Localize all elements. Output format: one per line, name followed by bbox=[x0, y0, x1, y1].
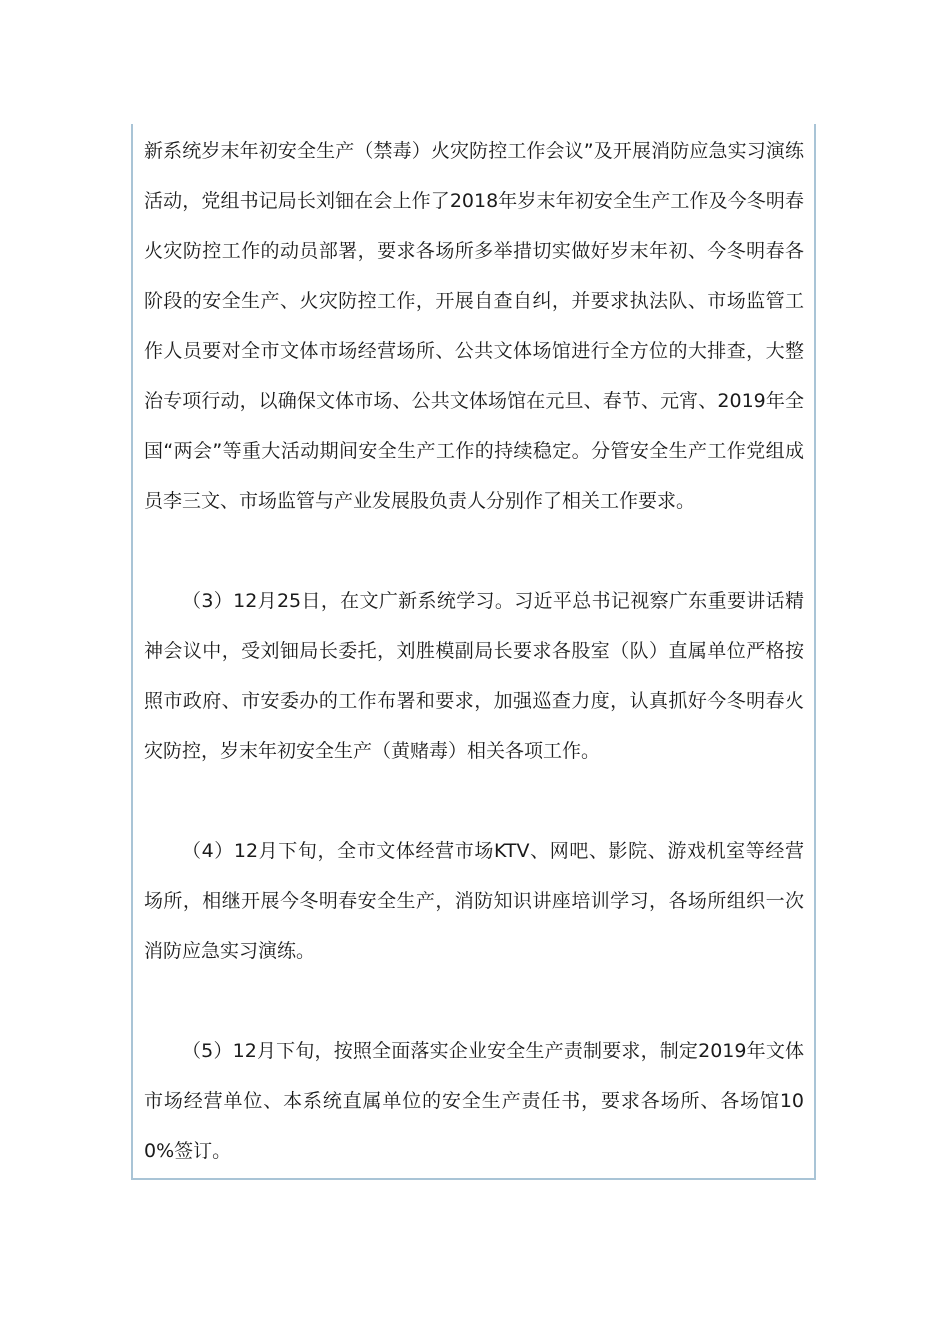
paragraph-gap bbox=[144, 776, 804, 826]
document-body bbox=[144, 126, 804, 1176]
paragraph-continuation: 新系统岁末年初安全生产（禁毒）火灾防控工作会议”及开展消防应急实习演练活动，党组书记局长刘钿在会上作了2018年岁末年初安全生产工作及今冬明春火灾防控工作的动员部署，要求各场所多举措切实做好岁末年初、今冬明春各阶段的安全生产、火灾防控工作，开展自查自纠，并要求执法队、市场监管工作人员要对全市文体市场经营场所、公共文体场馆进行全方位的大排查，大整治专项行动，以确保文体市场、公共文体场馆在元旦、春节、元宵、2019年全国“两会”等重大活动期间安全生产工作的持续稳定。分管安全生产工作党组成员李三文、市场监管与产业发展股负责人分别作了相关工作要求。 bbox=[144, 140, 804, 512]
paragraph-item-4: （4）12月下旬，全市文体经营市场KTV、网吧、影院、游戏机室等经营场所，相继开展今冬明春安全生产，消防知识讲座培训学习，各场所组织一次消防应急实习演练。 bbox=[144, 840, 804, 962]
paragraph-gap bbox=[144, 976, 804, 1026]
paragraph-item-3: （3）12月25日，在文广新系统学习。习近平总书记视察广东重要讲话精神会议中，受刘钿局长委托，刘胜模副局长要求各股室（队）直属单位严格按照市政府、市安委办的工作布署和要求，加强巡查力度，认真抓好今冬明春火灾防控，岁末年初安全生产（黄赌毒）相关各项工作。 bbox=[144, 590, 804, 762]
paragraph-item-5: （5）12月下旬，按照全面落实企业安全生产责制要求，制定2019年文体市场经营单位、本系统直属单位的安全生产责任书，要求各场所、各场馆100%签订。 bbox=[144, 1040, 804, 1162]
paragraph-gap bbox=[144, 526, 804, 576]
